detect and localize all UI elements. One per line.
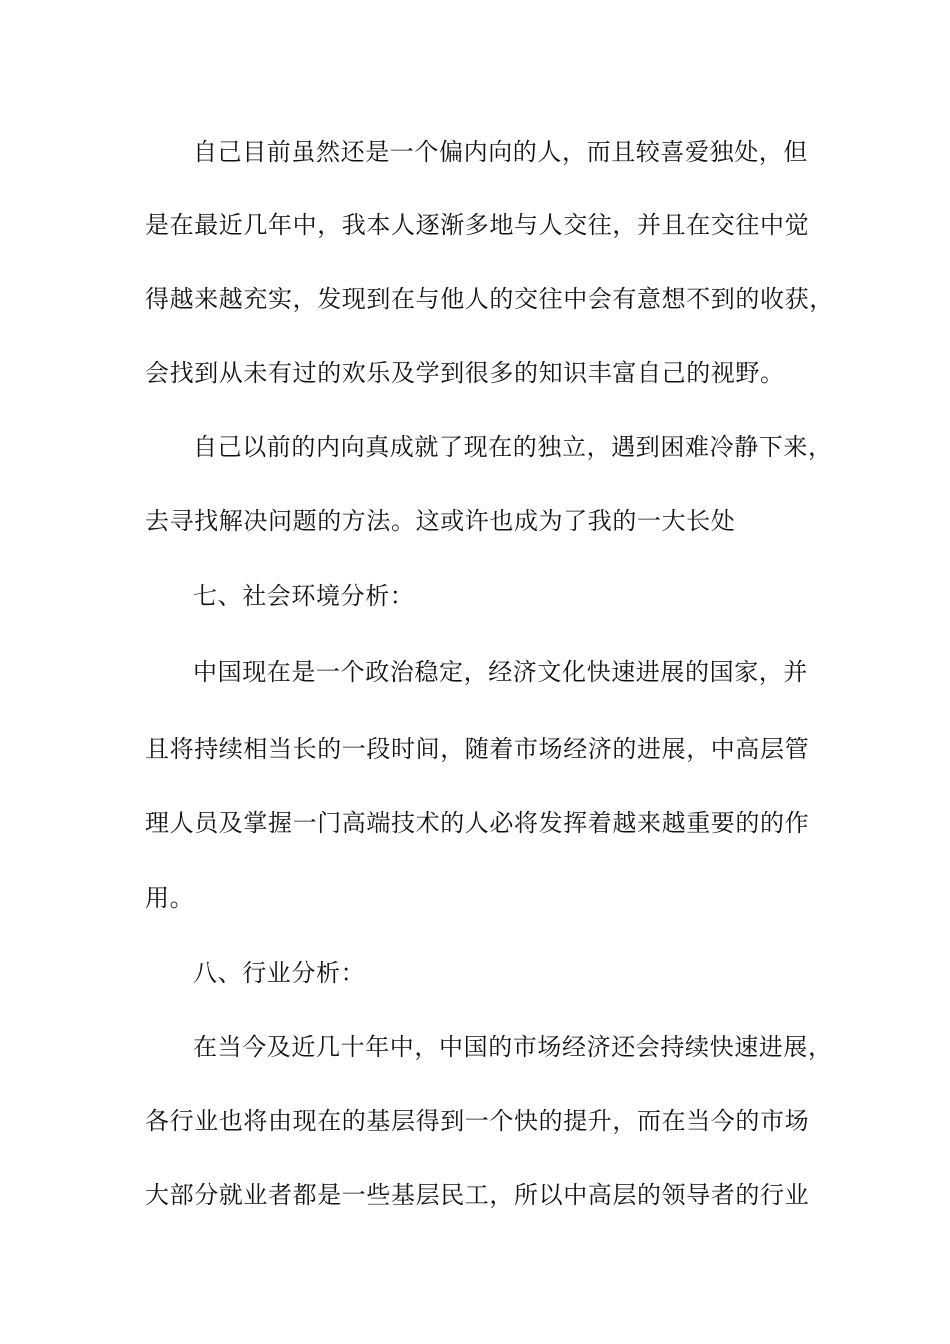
paragraph-line: 理人员及掌握一门高端技术的人必将发挥着越来越重要的的作	[145, 809, 810, 837]
paragraph-line: 且将持续相当长的一段时间，随着市场经济的进展，中高层管	[145, 735, 810, 763]
paragraph-line: 去寻找解决问题的方法。这或许也成为了我的一大长处	[145, 507, 736, 535]
paragraph-line: 自己以前的内向真成就了现在的独立，遇到困难冷静下来，	[193, 433, 833, 461]
paragraph-line: 用。	[145, 884, 195, 912]
paragraph-line: 大部分就业者都是一些基层民工，所以中高层的领导者的行业	[145, 1181, 810, 1209]
section-heading: 八、行业分析：	[193, 959, 366, 987]
paragraph-line: 是在最近几年中，我本人逐渐多地与人交往，并且在交往中觉	[145, 211, 810, 239]
paragraph-line: 得越来越充实，发现到在与他人的交往中会有意想不到的收获，	[145, 285, 834, 313]
section-heading: 七、社会环境分析：	[193, 582, 415, 610]
paragraph-line: 会找到从未有过的欢乐及学到很多的知识丰富自己的视野。	[145, 359, 785, 387]
paragraph-line: 在当今及近几十年中，中国的市场经济还会持续快速进展，	[193, 1033, 833, 1061]
paragraph-line: 中国现在是一个政治稳定，经济文化快速进展的国家，并	[193, 658, 808, 686]
paragraph-line: 自己目前虽然还是一个偏内向的人，而且较喜爱独处，但	[193, 138, 808, 166]
paragraph-line: 各行业也将由现在的基层得到一个快的提升，而在当今的市场	[145, 1107, 810, 1135]
